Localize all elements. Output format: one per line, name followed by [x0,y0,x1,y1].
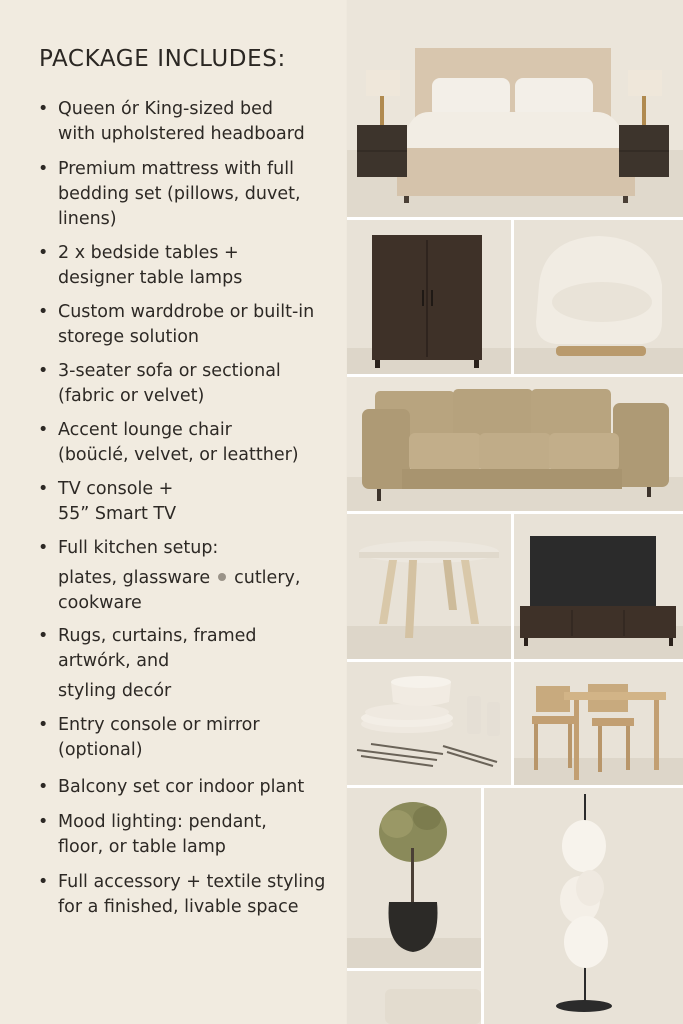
item-line: (optional) [58,740,143,760]
item-line-start: plates, glassware [58,568,211,588]
item-line: linens) [58,209,117,229]
item-line: 2 x bedside tables + [58,243,239,263]
bed-illustration [347,0,683,217]
bullet: • [38,302,49,322]
sofa-illustration [347,377,683,511]
bullet: • [38,777,49,797]
item-line: for a finished, livable space [58,897,299,917]
item-line: TV console + [58,479,174,499]
sofa-image [347,377,683,511]
item-line [38,566,338,591]
item-line: floor, or table lamp [58,837,226,857]
cushion-illustration [347,971,481,1024]
list-item-mood-lighting [38,810,338,860]
item-line: Entry console or mirror [58,715,260,735]
list-item-rugs [38,624,338,704]
separator-dot-icon [218,573,226,581]
round-table-image [347,514,511,659]
list-item-kitchen [38,536,338,616]
dining-set-image [514,662,683,785]
item-line: Full accessory + textile styling [58,872,326,892]
list-item-tv [38,477,338,527]
item-line: designer table lamps [58,268,243,288]
item-line-end: cutlery, [234,568,301,588]
package-title: PACKAGE INCLUDES: [39,46,286,72]
item-line: Full kitchen setup: [58,538,219,558]
list-item-accessory-styling [38,870,338,920]
bullet: • [38,715,49,735]
list-item-mattress [38,157,338,232]
plant-illustration [347,788,481,968]
bullet: • [38,872,49,892]
bullet: • [38,479,49,499]
bullet: • [38,626,49,646]
list-item-bedside-tables [38,241,338,291]
item-line: Premium mattress with full [58,159,294,179]
item-line: Mood lighting: pendant, [58,812,267,832]
bullet: • [38,243,49,263]
tableware-image [347,662,511,785]
cushion-image [347,971,481,1024]
item-line: (fabric or velvet) [58,386,205,406]
item-line: artwórk, and [58,651,170,671]
product-image-grid [347,0,683,1024]
bullet: • [38,99,49,119]
item-line: (boüclé, velvet, or leatther) [58,445,299,465]
item-line: 3-seater sofa or sectional [58,361,281,381]
boucle-chair-image [514,220,683,374]
item-line: 55” Smart TV [58,504,177,524]
item-line: Custom warddrobe or built-in [58,302,315,322]
list-item-bed [38,97,338,147]
plant-image [347,788,481,968]
list-item-wardrobe [38,300,338,350]
wardrobe-illustration [347,220,511,374]
list-item-entry-console [38,713,338,763]
list-item-lounge-chair [38,418,338,468]
item-line: bedding set (pillows, duvet, [58,184,301,204]
item-line: Balcony set cor indoor plant [58,777,305,797]
item-line: Accent lounge chair [58,420,232,440]
bed-with-nightstands-image [347,0,683,217]
item-line: cookware [58,593,142,613]
list-item-balcony [38,775,338,800]
item-line: styling decór [58,681,172,701]
tv-illustration [514,514,683,659]
item-line: with upholstered headboard [58,124,305,144]
item-line: Queen ór King-sized bed [58,99,273,119]
bullet: • [38,812,49,832]
tableware-illustration [347,662,511,785]
wardrobe-image [347,220,511,374]
pendant-lamp-illustration [484,788,683,1024]
item-line: Rugs, curtains, framed [58,626,257,646]
bullet: • [38,361,49,381]
tv-console-image [514,514,683,659]
table-illustration [347,514,511,659]
item-line: storege solution [58,327,199,347]
bullet: • [38,420,49,440]
dining-set-illustration [514,662,683,785]
chair-illustration [514,220,683,374]
list-item-sofa [38,359,338,409]
bullet: • [38,159,49,179]
bullet: • [38,538,49,558]
pendant-lamp-image [484,788,683,1024]
